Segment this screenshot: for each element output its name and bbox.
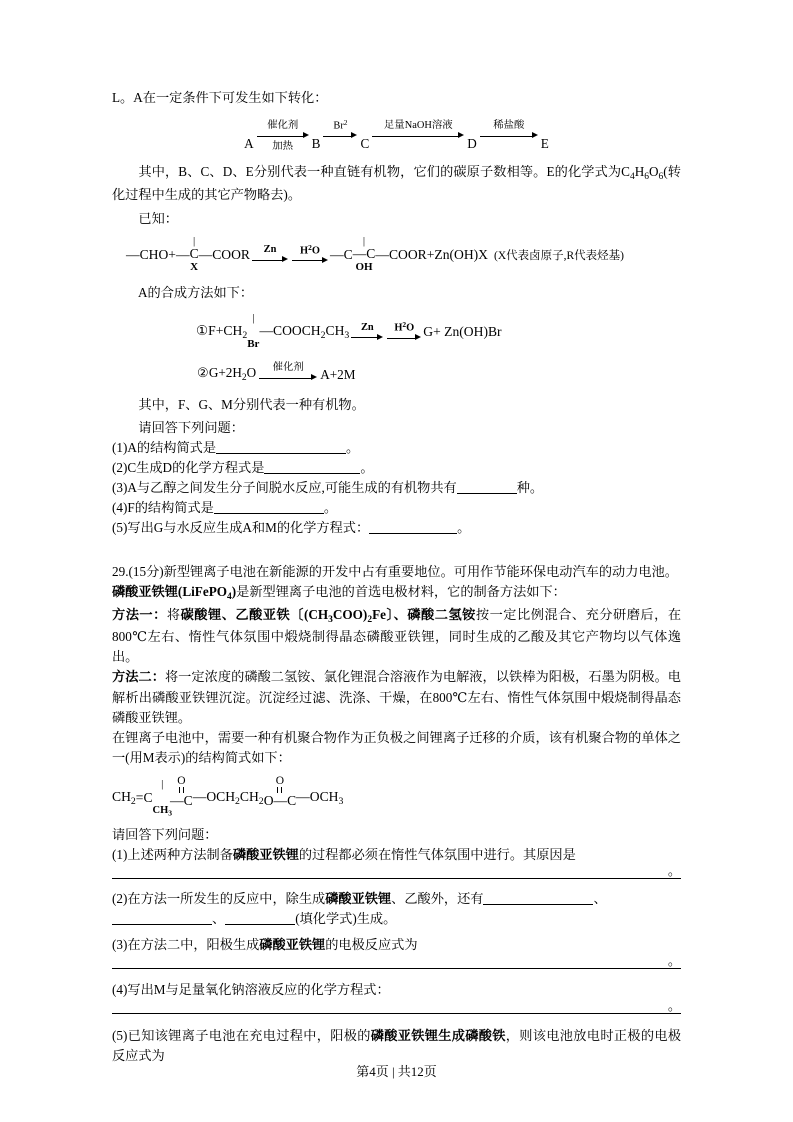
q29-item-2: (2)在方法一所发生的反应中，除生成磷酸亚铁锂、乙酸外，还有 、 [112, 891, 607, 907]
scheme-arrow-1-bottom: 加热 [272, 140, 294, 152]
q28-item-5: (5)写出G与水反应生成A和M的化学方程式： 。 [112, 520, 471, 536]
scheme-node-c: C [360, 136, 370, 152]
scheme-arrow-1-top: 催化剂 [267, 120, 299, 132]
answer-blank[interactable] [264, 460, 360, 474]
answer-blank[interactable] [225, 911, 295, 925]
syn1-ester: $—COOCH_2CH_3$ [259, 322, 350, 341]
q29-paragraph-1: 29.(15分)新型锂离子电池在新能源的开发中占有重要地位。可用作节能环保电动汽车的动力电池。 [112, 564, 678, 580]
known-arrow-1-top: Zn [263, 244, 277, 256]
q29-item-1: (1)上述两种方法制备磷酸亚铁锂的过程都必须在惰性气体氛围中进行。其原因是 [112, 847, 576, 863]
known-left-carbon: | C X [189, 234, 199, 274]
known-arrow-2 [292, 244, 328, 266]
scheme-node-a: A [244, 136, 254, 152]
scheme-arrow-4-top: 稀盐酸 [493, 120, 525, 132]
q29-item-4-period: 。 [667, 997, 681, 1013]
answer-blank[interactable] [214, 500, 324, 514]
q28-item-3: (3)A与乙醇之间发生分子间脱水反应,可能生成的有机物共有 种。 [112, 480, 544, 496]
answer-blank[interactable] [112, 911, 212, 925]
answer-blank[interactable] [483, 891, 593, 905]
monomer-seg2: =C [135, 789, 153, 805]
q28-transformation-scheme [112, 119, 681, 152]
scheme-arrow-4 [480, 120, 538, 152]
q29-paragraph-2: 磷酸亚铁锂(LiFePO$_4$)是新型锂离子电池的首选电极材料，它的制备方法如下： [112, 584, 566, 603]
monomer-methyl-carbon: | $CH_3$ [152, 778, 173, 817]
q29-method-2: 方法二：将一定浓度的磷酸二氢铵、氯化锂混合溶液作为电解液，以铁棒为阳极，石墨为阴极。电解析出磷酸亚铁锂沉淀。沉淀经过滤、洗涤、干燥，在800℃左右、惰性气体氛围中煅烧制得晶态磷酸亚铁锂。 [112, 669, 681, 725]
syn2-arrow [259, 362, 317, 382]
q28-paragraph-1: 其中，B、C、D、E分别代表一种直链有机物，它们的碳原子数相等。E的化学式为$C_4H_6O_6$(转化过程中生成的其它产物略去)。 [112, 164, 681, 202]
q29-item-3: (3)在方法二中，阳极生成磷酸亚铁锂的电极反应式为 [112, 937, 418, 953]
page-footer: 第4页 | 共12页 [356, 1064, 437, 1079]
known-arrow-1 [252, 244, 288, 264]
q29-ask: 请回答下列问题： [112, 827, 218, 843]
monomer-seg7: $—OCH_3$ [296, 788, 344, 807]
syn2-product: A+2M [320, 366, 356, 382]
monomer-seg4: $—OCH_2CH_2$ [192, 788, 264, 807]
q29-item-5: (5)已知该锂离子电池在充电过程中，阳极的磷酸亚铁锂生成磷酸铁，则该电池放电时正极的电极反应式为 [112, 1027, 682, 1063]
q29-item-3-period: 。 [667, 953, 681, 969]
q28-item-4: (4)F的结构简式是 。 [112, 500, 338, 516]
scheme-node-b: B [311, 136, 321, 152]
scheme-arrow-2-top: Br$^2$ [333, 118, 348, 132]
syn1-arrow-2-top: $H^2O$ [394, 319, 415, 334]
answer-blank[interactable] [457, 480, 517, 494]
scheme-node-d: D [467, 136, 477, 152]
syn1-prefix: $①F+CH_2$ [196, 322, 248, 341]
syn1-arrow-2 [387, 321, 421, 343]
known-right-carbon: | —C OH [352, 234, 376, 274]
scheme-arrow-1 [257, 120, 309, 152]
q29-item-1-period: 。 [667, 863, 681, 879]
scheme-arrow-2 [323, 119, 357, 152]
monomer-carbonyl-2: O O—C [263, 774, 297, 808]
known-right-rest: —COOR+Zn(OH)X [375, 246, 488, 262]
syn1-bromo-carbon: | Br [247, 312, 260, 351]
syn1-product: G+ Zn(OH)Br [423, 323, 502, 339]
q28-paragraph-2: 其中，F、G、M分别代表一种有机物。 [138, 396, 365, 412]
q28-synthesis-step-2 [196, 362, 681, 382]
known-left-ester: —COOR [198, 246, 251, 262]
q29-method-1: 方法一：将碳酸锂、乙酸亚铁〔$(CH_3COO)_2Fe$〕、磷酸二氢铵按一定比例混合、充分研磨后，在800℃左右、惰性气体氛围中煅烧制得晶态磷酸亚铁锂，同时生成的乙酸及其它产物均以气体逸出。 [112, 606, 682, 665]
q28-item-1: (1)A的结构简式是 。 [112, 440, 360, 456]
q28-item-2: (2)C生成D的化学方程式是 。 [112, 460, 374, 476]
q28-synthesis-label: A的合成方法如下： [138, 285, 254, 301]
q28-known-equation [126, 236, 681, 273]
known-arrow-2-top: $H^2O$ [300, 242, 320, 256]
known-left-aldehyde: —CHO+— [126, 246, 190, 262]
q29-item-4: (4)写出M与足量氧化钠溶液反应的化学方程式： [112, 981, 390, 997]
q29-monomer-structure [112, 776, 681, 820]
answer-blank[interactable] [216, 440, 346, 454]
q28-known-label: 已知： [138, 210, 178, 226]
q29-paragraph-5: 在锂离子电池中，需要一种有机聚合物作为正负极之间锂离子迁移的介质，该有机聚合物的单体之一(用M表示)的结构简式如下： [112, 729, 681, 765]
known-note: (X代表卤原子,R代表烃基) [494, 249, 625, 262]
syn2-arrow-top: 催化剂 [272, 362, 304, 374]
syn2-prefix: $②G+2H_2O$ [197, 364, 257, 383]
q28-synthesis-step-1 [196, 313, 681, 350]
known-right-a: —C [330, 246, 353, 262]
q29-item-2-line2: 、 (填化学式)生成。 [112, 909, 681, 929]
monomer-seg1: $CH_2$ [112, 788, 136, 807]
syn1-arrow-1-top: Zn [360, 321, 374, 333]
answer-blank[interactable] [369, 520, 457, 534]
scheme-arrow-3-top: 足量NaOH溶液 [383, 120, 453, 132]
q28-lead: L。A在一定条件下可发生如下转化： [112, 90, 328, 105]
syn1-arrow-1 [351, 322, 383, 342]
scheme-arrow-3 [372, 120, 464, 152]
monomer-carbonyl-1: O —C [170, 774, 193, 808]
q28-ask: 请回答下列问题： [138, 419, 244, 435]
scheme-node-e: E [540, 136, 549, 152]
